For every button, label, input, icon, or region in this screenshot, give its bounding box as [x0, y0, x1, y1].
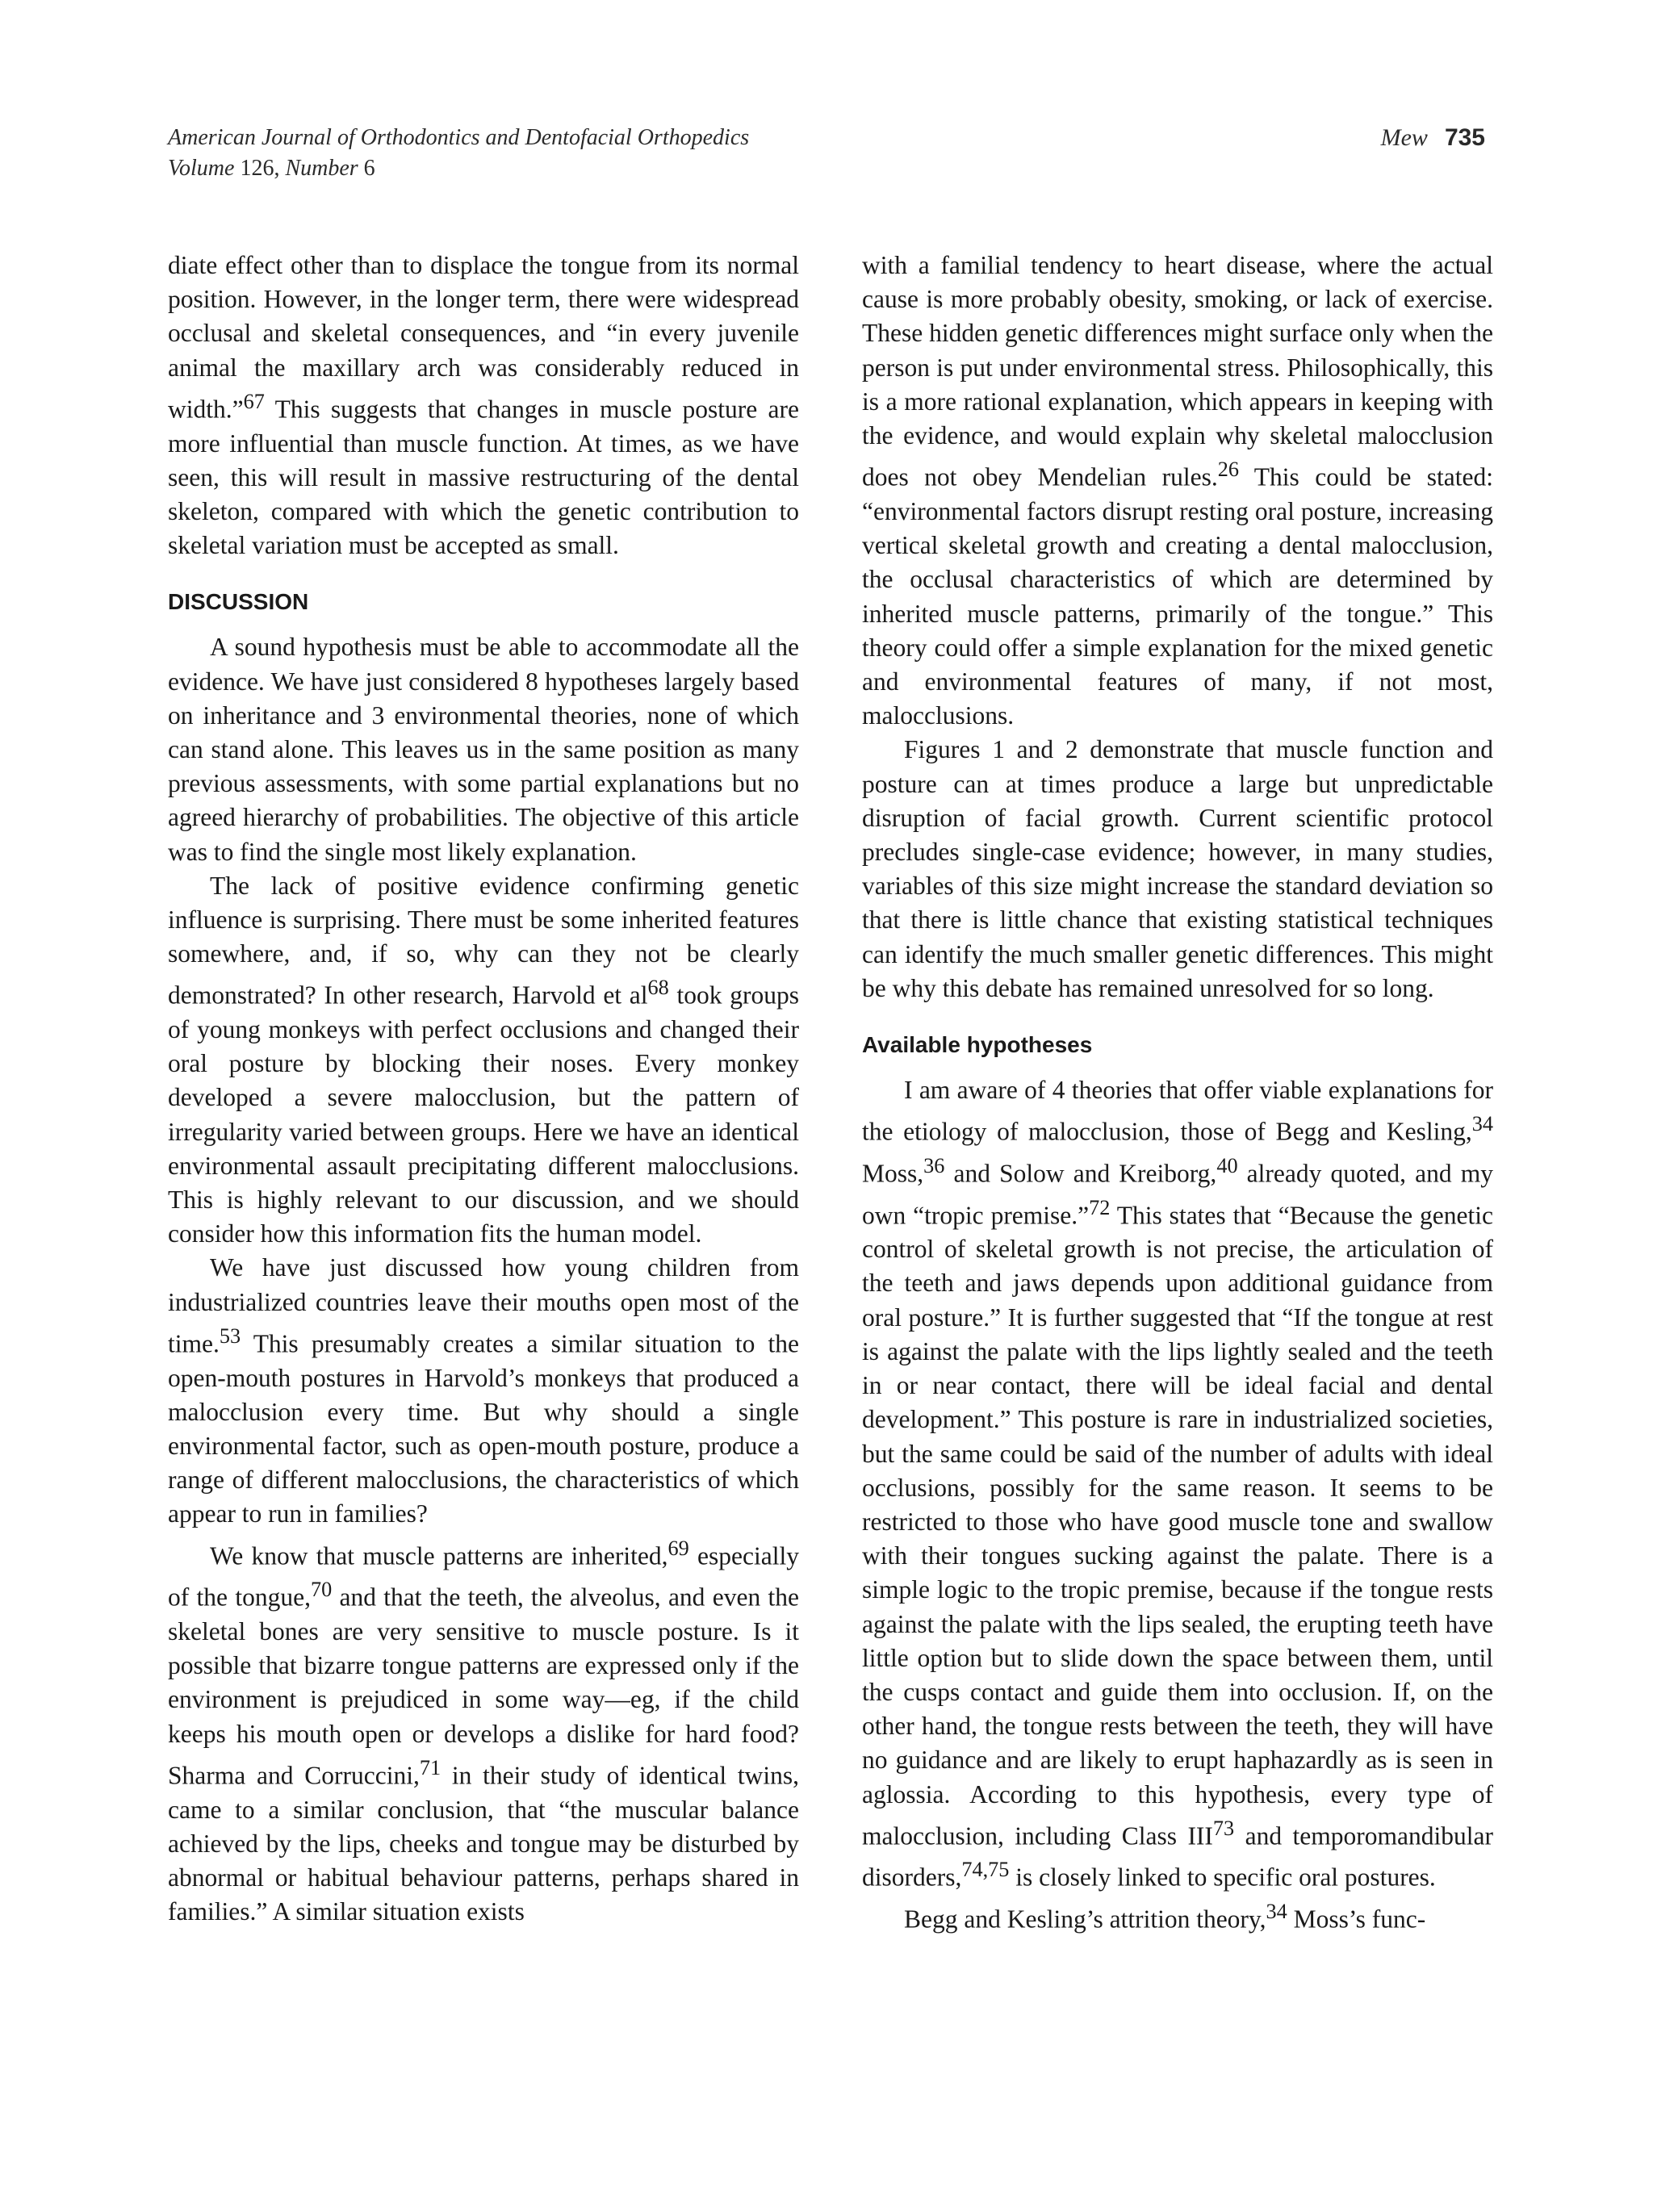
issue-number: 6	[363, 156, 375, 181]
volume-issue: Volume 126, Number 6	[168, 156, 375, 181]
left-column	[168, 249, 799, 1929]
paragraph: I am aware of 4 theories that offer viable explanations for the etiology of malocclusion, those of Begg and Kesling,$^{34}$ Moss,$^{36}$ and Solow and Kreiborg,$^{40}$ already quoted, and my own “tropic premise.”$^{72}$ This states that “Because the genetic control of skeletal growth is not precise, the articulation of the teeth and jaws depends upon additional guidance from oral posture.” It is further suggested that “If the tongue at rest is against the palate with the lips lightly sealed and the teeth in or near contact, there will be ideal facial and dental development.” This posture is rare in industrialized societies, but the same could be said of the number of adults with ideal occlusions, possibly for the same reason. It seems to be restricted to those who have good muscle tone and swallow with their tongues sucking against the palate. There is a simple logic to the tropic premise, because if the tongue rests against the palate with the lips sealed, the erupting teeth have little option but to slide down the space between them, until the cusps contact and guide them into occlusion. If, on the other hand, the tongue rests between the teeth, they will have no guidance and are likely to erupt haphazardly as is seen in aglossia. According to this hypothesis, every type of malocclusion, including Class III$^{73}$ and temporomandibular disorders,$^{74,75}$ is closely linked to specific oral postures.	[862, 1075, 1493, 1892]
page-marker	[1381, 123, 1485, 154]
paragraph: A sound hypothesis must be able to accommodate all the evidence. We have just considered 8 hypotheses largely based on inheritance and 3 environmental theories, none of which can stand alone. This leaves us in the same position as many previous assessments, with some partial explanations but no agreed hierarchy of probabilities. The objective of this article was to find the single most likely explanation.	[168, 633, 799, 866]
page-number: 735	[1444, 124, 1485, 151]
volume-label: Volume	[168, 156, 235, 181]
paragraph: We have just discussed how young children from industrialized countries leave their mouths open most of the time.$^{53}$ This presumably creates a similar situation to the open-mouth postures in Harvold’s monkeys that produced a malocclusion every time. But why should a single environmental factor, such as open-mouth posture, produce a range of different malocclusions, the characteristics of which appear to run in families?	[168, 1253, 799, 1528]
paragraph: Figures 1 and 2 demonstrate that muscle function and posture can at times produce a large but unpredictable disruption of facial growth. Current scientific protocol precludes single-case evidence; however, in many studies, variables of this size might increase the standard deviation so that there is little chance that existing statistical techniques can identify the much smaller genetic differences. This might be why this debate has remained unresolved for so long.	[862, 735, 1493, 1002]
paragraph: The lack of positive evidence confirming genetic influence is surprising. There must be some inherited features somewhere, and, if so, why can they not be clearly demonstrated? In other research, Harvold et $al^{68}$ took groups of young monkeys with perfect occlusions and changed their oral posture by blocking their noses. Every monkey developed a severe malocclusion, but the pattern of irregularity varied between groups. Here we have an identical environmental assault precipitating different malocclusions. This is highly relevant to our discussion, and we should consider how this information fits the human model.	[168, 871, 799, 1248]
running-head	[168, 123, 1485, 187]
paragraph: We know that muscle patterns are inherited,$^{69}$ especially of the tongue,$^{70}$ and that the teeth, the alveolus, and even the skeletal bones are very sensitive to muscle posture. Is it possible that bizarre tongue patterns are expressed only if the environment is prejudiced in some way—eg, if the child keeps his mouth open or develops a dislike for hard food? Sharma and Corruccini,$^{71}$ in their study of identical twins, came to a similar conclusion, that “the muscular balance achieved by the lips, cheeks and tongue may be disturbed by abnormal or habitual behaviour patterns, perhaps shared in families.” A similar situation exists	[168, 1536, 799, 1926]
author-name: Mew	[1380, 124, 1428, 151]
volume-number: 126	[240, 156, 274, 181]
paragraph: with a familial tendency to heart disease, where the actual cause is more probably obesity, smoking, or lack of exercise. These hidden genetic differences might surface only when the person is put under environmental stress. Philosophically, this is a more rational explanation, which appears in keeping with the evidence, and would explain why skeletal malocclusion does not obey Mendelian rules.$^{26}$ This could be stated: “environmental factors disrupt resting oral posture, increasing vertical skeletal growth and creating a dental malocclusion, the occlusal characteristics of which are determined by inherited muscle patterns, primarily of the tongue.” This theory could offer a simple explanation for the mixed genetic and environmental features of many, if not most, malocclusions.	[862, 251, 1493, 730]
section-heading-discussion: DISCUSSION	[168, 589, 309, 615]
journal-citation	[168, 123, 749, 184]
number-label: Number	[285, 156, 358, 181]
paragraph: diate effect other than to displace the tongue from its normal position. However, in the longer term, there were widespread occlusal and skeletal consequences, and “in every juvenile animal the maxillary arch was considerably reduced in width.”$^{67}$ This suggests that changes in muscle posture are more influential than muscle function. At times, as we have seen, this will result in massive restructuring of the dental skeleton, compared with which the genetic contribution to skeletal variation must be accepted as small.	[168, 251, 799, 560]
subsection-heading-available-hypotheses: Available hypotheses	[862, 1031, 1093, 1057]
journal-title: American Journal of Orthodontics and Dentofacial Orthopedics	[168, 125, 750, 150]
right-column	[862, 249, 1493, 1937]
paragraph: Begg and Kesling’s attrition theory,$^{34}$ Moss’s func-	[904, 1900, 1426, 1934]
